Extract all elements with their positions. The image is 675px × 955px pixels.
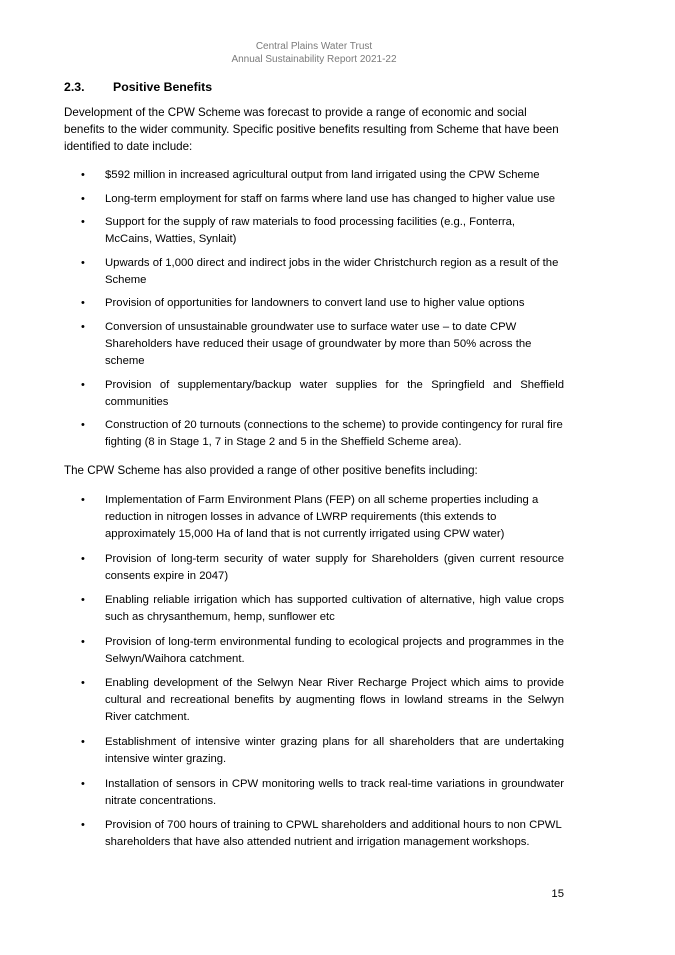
bullet-icon: • (81, 320, 85, 333)
list-item (64, 214, 564, 248)
bullet-icon: • (81, 494, 85, 506)
list-item (64, 377, 564, 411)
section-heading (64, 80, 212, 94)
other-benefits-paragraph: The CPW Scheme has also provided a range of other positive benefits including: (64, 464, 478, 477)
list-item-text: Implementation of Farm Environment Plans (FEP) on all scheme properties including a reduction in nitrogen losses in advance of LWRP requirements (this extends to approximately 15,000 Ha of land that is not currently irrigated using CPW water) (105, 494, 539, 540)
bullet-icon: • (81, 419, 85, 432)
list-item-text: Upwards of 1,000 direct and indirect jobs in the wider Christchurch region as a result of the Scheme (105, 256, 559, 286)
bullet-icon: • (81, 777, 85, 790)
list-item-text: Provision of long-term environmental funding to ecological projects and programmes in the Selwyn/Waihora catchment. (105, 635, 564, 665)
list-item (64, 675, 564, 726)
list-item-text: Long-term employment for staff on farms where land use has changed to higher value use (105, 192, 556, 205)
list-item (64, 492, 564, 543)
list-item-text: Establishment of intensive winter grazing plans for all shareholders that are undertaking intensive winter grazing. (105, 735, 564, 765)
list-item (64, 817, 564, 851)
list-item (64, 191, 564, 208)
list-item-text: Provision of supplementary/backup water supplies for the Springfield and Sheffield communities (105, 378, 564, 408)
list-item-text: Provision of opportunities for landowners to convert land use to higher value options (105, 297, 525, 310)
page-header (0, 40, 628, 66)
list-item (64, 734, 564, 768)
bullet-icon: • (81, 552, 85, 565)
list-item-text: Construction of 20 turnouts (connections to the scheme) to provide contingency for rural fire fighting (8 in Stage 1, 7 in Stage 2 and 5 in the Sheffield Scheme area). (105, 419, 563, 449)
list-item (64, 417, 564, 451)
bullet-icon: • (81, 378, 85, 391)
direct-benefits-list (64, 167, 564, 458)
bullet-icon: • (81, 677, 85, 690)
bullet-icon: • (81, 216, 85, 229)
list-item-text: Enabling reliable irrigation which has supported cultivation of alternative, high value crops such as chrysanthemum, hemp, sunflower etc (105, 594, 564, 624)
list-item-text: Enabling development of the Selwyn Near River Recharge Project which aims to provide cultural and recreational benefits by augmenting flows in lowland streams in the Selwyn River catchment. (105, 677, 564, 724)
section-title: Positive Benefits (113, 80, 213, 94)
bullet-icon: • (81, 192, 85, 205)
header-line-1: Central Plains Water Trust (255, 41, 373, 52)
list-item-text: Conversion of unsustainable groundwater use to surface water use – to date CPW Shareholders have reduced their usage of groundwater by more than 50% across the scheme (105, 320, 532, 367)
bullet-icon: • (81, 735, 85, 748)
list-item (64, 634, 564, 668)
bullet-icon: • (81, 297, 85, 310)
list-item (64, 319, 564, 370)
bullet-icon: • (81, 819, 85, 832)
bullet-icon: • (81, 635, 85, 648)
list-item (64, 776, 564, 810)
other-benefits-list (64, 492, 564, 859)
bullet-icon: • (81, 594, 85, 607)
intro-paragraph: Development of the CPW Scheme was forecast to provide a range of economic and social benefits to the wider community. Specific positive benefits resulting from Scheme that have been identified to date include: (64, 106, 559, 153)
bullet-icon: • (81, 169, 85, 181)
list-item (64, 551, 564, 585)
list-item-text: Provision of long-term security of water supply for Shareholders (given current resource consents expire in 2047) (105, 552, 564, 582)
bullet-icon: • (81, 256, 85, 269)
list-item (64, 592, 564, 626)
list-item-text: $592 million in increased agricultural output from land irrigated using the CPW Scheme (105, 169, 540, 181)
list-item (64, 255, 564, 289)
list-item (64, 295, 564, 312)
list-item-text: Installation of sensors in CPW monitoring wells to track real-time variations in groundwater nitrate concentrations. (105, 777, 564, 807)
list-item-text: Support for the supply of raw materials to food processing facilities (e.g., Fonterra, McCains, Watties, Synlait) (105, 216, 516, 246)
header-line-2: Annual Sustainability Report 2021-22 (231, 54, 397, 65)
list-item (64, 167, 564, 184)
section-number: 2.3. (64, 80, 85, 94)
page-number: 15 (551, 888, 564, 900)
list-item-text: Provision of 700 hours of training to CPWL shareholders and additional hours to non CPWL shareholders that have also attended nutrient and irrigation management workshops. (105, 819, 562, 849)
